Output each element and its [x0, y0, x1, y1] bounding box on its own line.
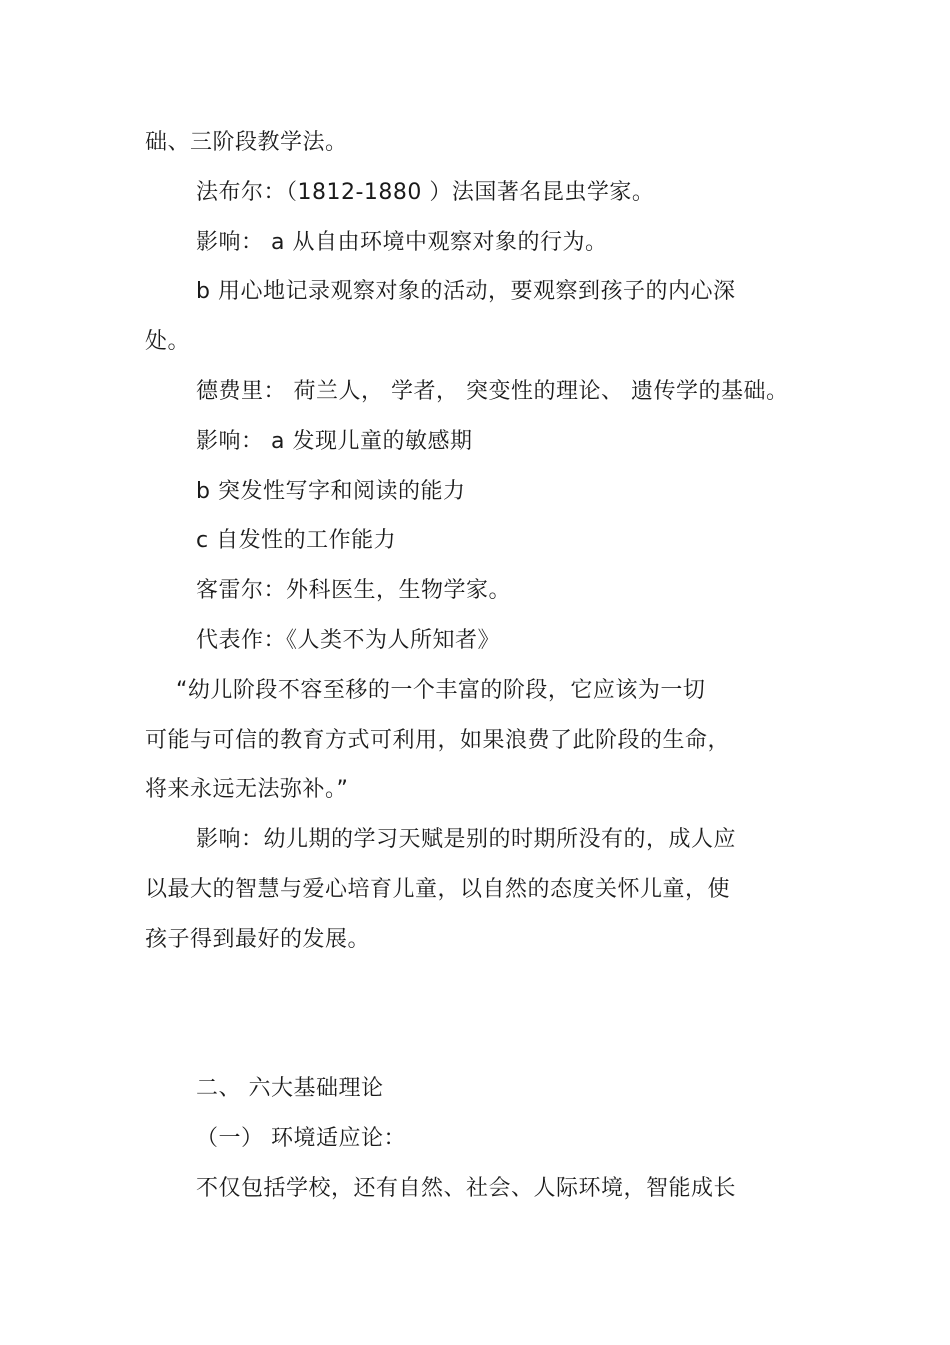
- text-line: 客雷尔：外科医生，生物学家。: [196, 578, 512, 603]
- text-line: 处。: [145, 329, 191, 354]
- text-line: 以最大的智慧与爱心培育儿童，以自然的态度关怀儿童，使: [145, 877, 731, 902]
- text-line: b 用心地记录观察对象的活动，要观察到孩子的内心深: [196, 279, 736, 304]
- text-line: “幼儿阶段不容至移的一个丰富的阶段，它应该为一切: [176, 678, 706, 703]
- text-line: 影响： a 发现儿童的敏感期: [196, 429, 473, 454]
- text-line: 不仅包括学校，还有自然、社会、人际环境，智能成长: [196, 1176, 737, 1201]
- text-line: 将来永远无法弥补。”: [145, 777, 349, 802]
- text-line: 德费里： 荷兰人， 学者， 突变性的理论、 遗传学的基础。: [196, 379, 789, 404]
- text-line: 代表作：《人类不为人所知者》: [196, 628, 501, 653]
- section-heading: 二、 六大基础理论: [196, 1076, 384, 1101]
- text-line: 影响：幼儿期的学习天赋是别的时期所没有的，成人应: [196, 827, 737, 852]
- text-line: c 自发性的工作能力: [196, 528, 397, 553]
- text-line: 础、三阶段教学法。: [145, 130, 348, 155]
- subsection-heading: （一） 环境适应论：: [196, 1126, 406, 1151]
- text-line: 法布尔：（1812-1880 ）法国著名昆虫学家。: [196, 180, 655, 205]
- text-line: 可能与可信的教育方式可利用，如果浪费了此阶段的生命，: [145, 728, 731, 753]
- text-line: b 突发性写字和阅读的能力: [196, 479, 466, 504]
- text-line: 影响： a 从自由环境中观察对象的行为。: [196, 230, 608, 255]
- text-line: 孩子得到最好的发展。: [145, 927, 371, 952]
